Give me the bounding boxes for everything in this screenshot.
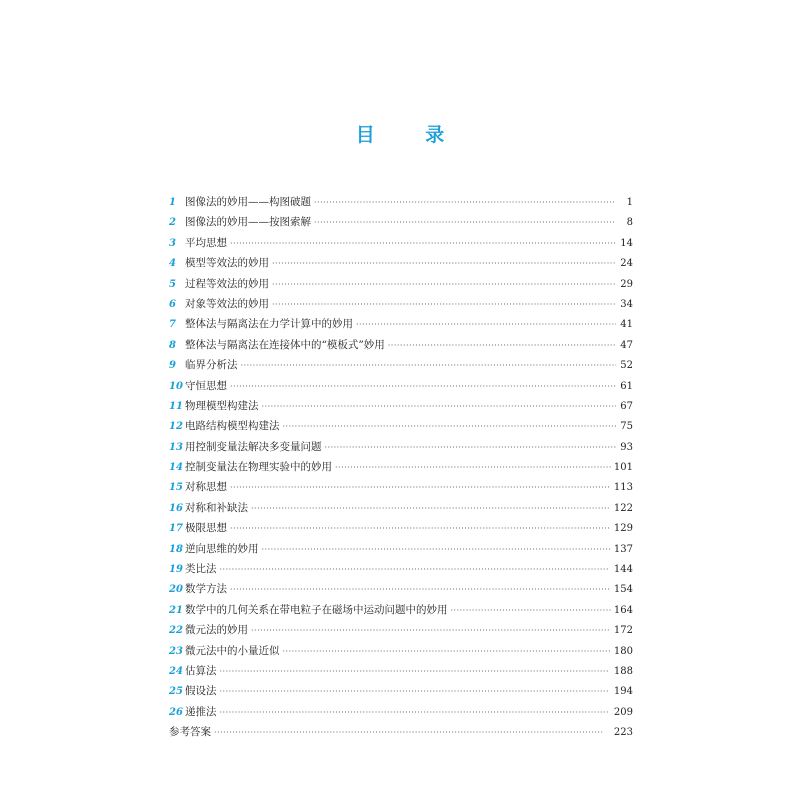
chapter-title: 对称思想: [185, 481, 227, 494]
chapter-number: 25: [169, 686, 183, 698]
page-number: 8: [626, 217, 633, 229]
toc-entry[interactable]: [169, 520, 633, 540]
page-number: 209: [613, 706, 633, 718]
page-number: 1: [626, 197, 633, 208]
page-title: 目 录: [355, 124, 467, 146]
chapter-number: 21: [169, 604, 183, 616]
page-number: 194: [613, 686, 633, 698]
toc-entry[interactable]: [169, 581, 633, 601]
chapter-number: 24: [169, 665, 183, 677]
leader-dots: [283, 422, 617, 431]
toc-entry[interactable]: [169, 357, 633, 377]
chapter-title: 数学中的几何关系在带电粒子在磁场中运动问题中的妙用: [185, 603, 448, 616]
chapter-title: 假设法: [185, 685, 217, 698]
page-number: 93: [620, 441, 633, 453]
toc-entry[interactable]: [169, 235, 633, 255]
page-number: 223: [613, 727, 633, 739]
toc-entry[interactable]: [169, 704, 633, 724]
chapter-number: 22: [169, 625, 183, 637]
leader-dots: [230, 524, 611, 533]
chapter-number: 16: [169, 502, 183, 514]
chapter-title: 逆向思维的妙用: [185, 542, 259, 555]
answers-title: 参考答案: [169, 726, 211, 739]
chapter-title: 极限思想: [185, 522, 227, 535]
toc-entry[interactable]: [169, 459, 633, 479]
leader-dots: [220, 667, 611, 676]
chapter-number: 26: [169, 706, 183, 718]
leader-dots: [262, 545, 611, 554]
leader-dots: [272, 280, 616, 289]
leader-dots: [251, 626, 611, 635]
leader-dots: [314, 218, 616, 227]
leader-dots: [272, 259, 616, 268]
leader-dots: [283, 647, 611, 656]
chapter-title: 物理模型构建法: [185, 399, 259, 412]
table-of-contents: [169, 194, 633, 745]
leader-dots: [230, 483, 611, 492]
chapter-title: 对象等效法的妙用: [185, 297, 269, 310]
leader-dots: [214, 728, 611, 737]
leader-dots: [451, 606, 611, 615]
chapter-title: 微元法的妙用: [185, 624, 248, 637]
page-number: 137: [613, 543, 633, 555]
page-number: 67: [620, 400, 633, 412]
toc-entry[interactable]: [169, 500, 633, 520]
toc-entry[interactable]: [169, 683, 633, 703]
page-number: 180: [613, 645, 633, 657]
page-number: 101: [613, 462, 633, 474]
toc-entry[interactable]: [169, 561, 633, 581]
chapter-number: 10: [169, 380, 183, 392]
leader-dots: [314, 198, 616, 207]
chapter-title: 类比法: [185, 563, 217, 576]
page-number: 188: [613, 665, 633, 677]
leader-dots: [325, 443, 617, 452]
leader-dots: [220, 565, 611, 574]
chapter-number: 3: [169, 237, 176, 249]
chapter-number: 15: [169, 482, 183, 494]
toc-entry[interactable]: [169, 296, 633, 316]
toc-entry[interactable]: [169, 214, 633, 234]
toc-entry[interactable]: [169, 337, 633, 357]
leader-dots: [272, 300, 616, 309]
chapter-title: 数学方法: [185, 583, 227, 596]
chapter-number: 6: [169, 298, 176, 310]
chapter-number: 2: [169, 217, 176, 229]
toc-entry[interactable]: [169, 663, 633, 683]
chapter-number: 4: [169, 258, 176, 270]
toc-entry[interactable]: [169, 398, 633, 418]
chapter-number: 12: [169, 421, 183, 433]
leader-dots: [262, 402, 617, 411]
toc-entry[interactable]: [169, 418, 633, 438]
toc-entry[interactable]: [169, 602, 633, 622]
page-number: 34: [620, 298, 633, 310]
chapter-title: 微元法中的小量近似: [185, 644, 280, 657]
toc-entry[interactable]: [169, 378, 633, 398]
page-number: 144: [613, 564, 633, 576]
chapter-title: 图像法的妙用——按图索解: [185, 216, 311, 229]
toc-entry[interactable]: [169, 316, 633, 336]
chapter-number: 23: [169, 645, 183, 657]
toc-entry[interactable]: [169, 622, 633, 642]
page-number: 52: [620, 360, 633, 372]
chapter-number: 11: [169, 400, 183, 412]
chapter-number: 8: [169, 339, 176, 351]
chapter-title: 用控制变量法解决多变量问题: [185, 440, 322, 453]
chapter-title: 过程等效法的妙用: [185, 277, 269, 290]
chapter-number: 17: [169, 523, 183, 535]
page-number: 47: [620, 339, 633, 351]
leader-dots: [388, 341, 616, 350]
chapter-number: 7: [169, 319, 176, 331]
toc-entry[interactable]: [169, 276, 633, 296]
chapter-title: 整体法与隔离法在力学计算中的妙用: [185, 318, 353, 331]
chapter-title: 守恒思想: [185, 379, 227, 392]
chapter-title: 模型等效法的妙用: [185, 257, 269, 270]
page-number: 24: [620, 258, 633, 270]
chapter-number: 19: [169, 564, 183, 576]
page-number: 61: [620, 380, 633, 392]
page-number: 113: [613, 482, 633, 494]
page-number: 122: [613, 502, 633, 514]
leader-dots: [335, 463, 611, 472]
chapter-title: 整体法与隔离法在连接体中的“模板式”妙用: [185, 338, 385, 351]
page-number: 172: [613, 625, 633, 637]
chapter-title: 图像法的妙用——构图破题: [185, 196, 311, 208]
toc-entry[interactable]: [169, 479, 633, 499]
chapter-title: 估算法: [185, 664, 217, 677]
page-number: 14: [620, 237, 633, 249]
chapter-title: 平均思想: [185, 236, 227, 249]
chapter-number: 18: [169, 543, 183, 555]
leader-dots: [241, 361, 617, 370]
chapter-number: 9: [169, 360, 176, 372]
page-number: 164: [613, 604, 633, 616]
chapter-number: 14: [169, 462, 183, 474]
chapter-title: 临界分析法: [185, 359, 238, 372]
leader-dots: [356, 320, 616, 329]
chapter-title: 递推法: [185, 705, 217, 718]
toc-entry[interactable]: [169, 194, 633, 214]
chapter-title: 控制变量法在物理实验中的妙用: [185, 461, 332, 474]
chapter-title: 电路结构模型构建法: [185, 420, 280, 433]
page-number: 129: [613, 523, 633, 535]
page-number: 41: [620, 319, 633, 331]
leader-dots: [251, 504, 611, 513]
leader-dots: [220, 708, 611, 717]
leader-dots: [230, 585, 611, 594]
leader-dots: [230, 382, 616, 391]
chapter-number: 13: [169, 441, 183, 453]
toc-entry[interactable]: [169, 643, 633, 663]
leader-dots: [220, 687, 611, 696]
chapter-number: 20: [169, 584, 183, 596]
toc-entry[interactable]: [169, 439, 633, 459]
toc-entry[interactable]: [169, 255, 633, 275]
toc-entry-answers[interactable]: [169, 724, 633, 744]
chapter-number: 5: [169, 278, 176, 290]
chapter-title: 对称和补缺法: [185, 501, 248, 514]
page-number: 75: [620, 421, 633, 433]
leader-dots: [230, 239, 616, 248]
page-number: 29: [620, 278, 633, 290]
chapter-number: 1: [169, 197, 176, 208]
toc-entry[interactable]: [169, 541, 633, 561]
page-number: 154: [613, 584, 633, 596]
